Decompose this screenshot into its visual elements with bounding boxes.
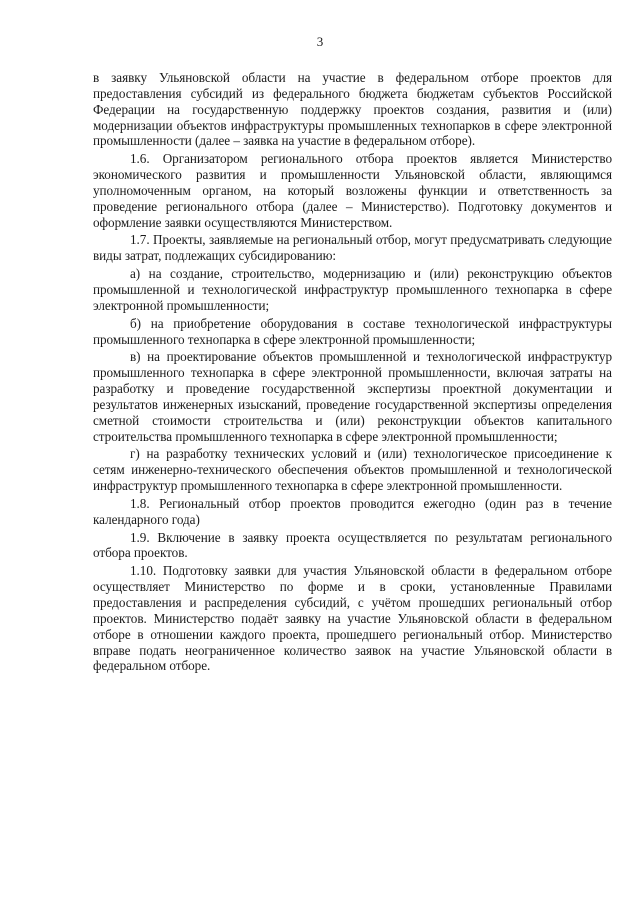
list-item-g: г) на разработку технических условий и (или) технологическое присоединение к сетям инженерно-технического обеспечения объектов промышленной и технологической инфраструктур промышленного технопарка в сфере электронной промышленности. — [93, 446, 612, 494]
list-item-a: а) на создание, строительство, модернизацию и (или) реконструкцию объектов промышленной и технологической инфраструктур промышленного технопарка в сфере электронной промышленности; — [93, 266, 612, 313]
document-body — [93, 70, 612, 676]
list-item-v: в) на проектирование объектов промышленной и технологической инфраструктур промышленного технопарка в сфере электронной промышленности, включая затраты на разработку и проведение государственной экспертизы проектной документации и результатов инженерных изысканий, проведение государственной экспертизы определения сметной стоимости строительства и (или) реконструкции объектов капитального строительства промышленного технопарка в сфере электронной промышленности; — [93, 349, 612, 444]
paragraph-1-8-frequency: 1.8. Региональный отбор проектов проводится ежегодно (один раз в течение календарного года) — [93, 495, 612, 527]
list-item-b: б) на приобретение оборудования в составе технологической инфраструктуры промышленного технопарка в сфере электронной промышленности; — [93, 315, 612, 347]
paragraph-1-10-preparation: 1.10. Подготовку заявки для участия Ульяновской области в федеральном отборе осуществляет Министерство по форме и в сроки, установленные Правилами предоставления и распределения субсидий, с учётом прошедших региональный отбор проектов. Министерство подаёт заявку на участие Ульяновской области в федеральном отборе в отношении каждого проекта, прошедшего региональный отбор. Министерство вправе подать неограниченное количество заявок на участие Ульяновской области в федеральном отборе. — [93, 563, 612, 674]
paragraph-1-9-inclusion: 1.9. Включение в заявку проекта осуществляется по результатам регионального отбора проектов. — [93, 529, 612, 561]
page-number: 3 — [316, 34, 324, 49]
paragraph-1-7-cost-types: 1.7. Проекты, заявляемые на региональный отбор, могут предусматривать следующие виды затрат, подлежащих субсидированию: — [93, 232, 612, 264]
paragraph-intro-continuation: в заявку Ульяновской области на участие в федеральном отборе проектов для предоставления субсидий из федерального бюджета бюджетам субъектов Российской Федерации на государственную поддержку проектов создания, развития и (или) модернизации объектов инфраструктуры промышленных технопарков в сфере электронной промышленности (далее – заявка на участие в федеральном отборе). — [93, 70, 612, 149]
paragraph-1-6-organizer: 1.6. Организатором регионального отбора проектов является Министерство экономического развития и промышленности Ульяновской области, являющимся уполномоченным органом, на который возложены функции и ответственность за проведение регионального отбора (далее – Министерство). Подготовку документов и оформление заявки осуществляются Министерством. — [93, 151, 612, 230]
